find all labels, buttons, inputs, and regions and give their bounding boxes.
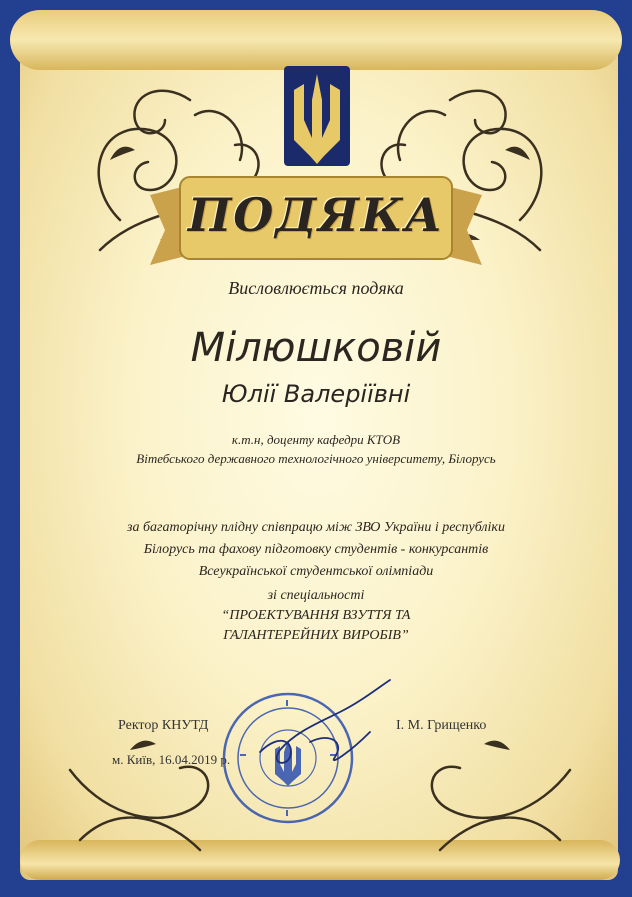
body-text-line4: зі спеціальності	[267, 588, 365, 603]
specialty-line2: ГАЛАНТЕРЕЙНИХ ВИРОБІВ”	[223, 628, 409, 643]
signer-role: Ректор КНУТД	[118, 718, 209, 733]
recipient-position-line2: Вітебського державного технологічного університету, Білорусь	[136, 451, 496, 466]
recipient-position-line1: к.т.н, доценту кафедри КТОВ	[231, 432, 401, 447]
place-date: м. Київ, 16.04.2019 р.	[112, 752, 231, 767]
body-text-line1: за багаторічну плідну співпрацю між ЗВО України і республіки	[127, 520, 505, 535]
subtitle: Висловлюється подяка	[228, 278, 404, 298]
signer-name: І. М. Грищенко	[396, 718, 487, 733]
recipient-surname: Мілюшковій	[190, 325, 442, 371]
certificate-title: ПОДЯКА	[187, 188, 445, 242]
body-text-line3: Всеукраїнської студентської олімпіади	[198, 564, 434, 579]
specialty-line1: “ПРОЕКТУВАННЯ ВЗУТТЯ ТА	[221, 608, 411, 623]
trident-emblem-icon	[278, 60, 356, 172]
signature	[250, 672, 400, 782]
body-text-line2: Білорусь та фахову підготовку студентів - конкурсантів	[143, 542, 489, 557]
recipient-given-name: Юлії Валеріївні	[221, 380, 411, 408]
